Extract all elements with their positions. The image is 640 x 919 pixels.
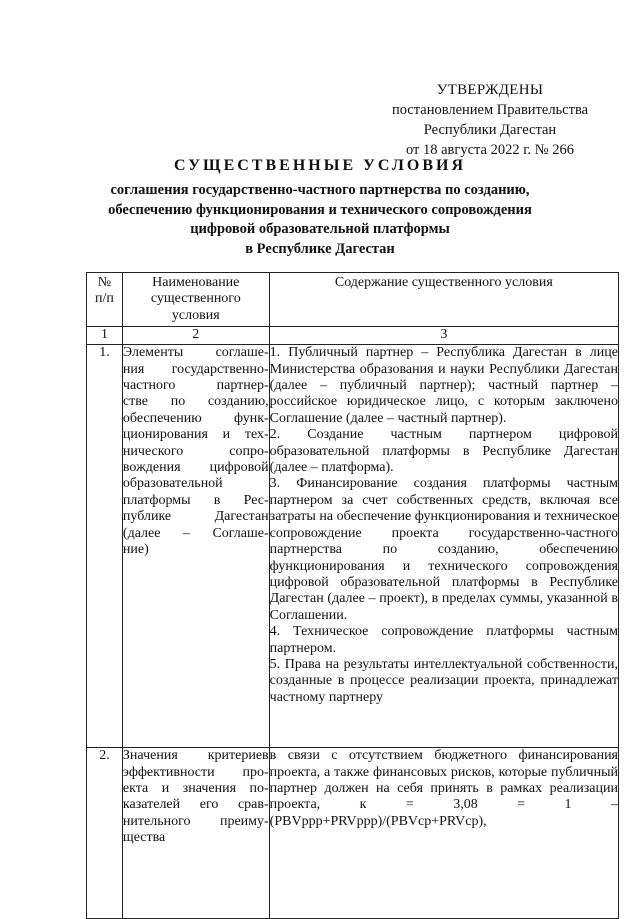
header-number-label: № п/п [95,275,114,307]
table-header-row [87,273,619,327]
column-number: 2 [122,327,269,345]
condition-name: Значения критериев эффективности про- екта и значения по- казателей его срав- нительного преиму- щества [122,748,269,919]
row-number: 2. [87,748,123,919]
row-number: 1. [87,345,123,748]
table-row [87,748,619,919]
header-content-label: Содержание существенного условия [334,275,553,290]
approval-line-1: постановлением Правительства [391,102,589,118]
document-subtitle [40,181,600,259]
content-paragraph: 1. Публичный партнер – Республика Дагестан в лице Министерства образования и науки Республики Дагестан (далее – публичный партнер); частный партнер – российское юридическое лицо, с которым заключено Соглашение (далее – частный партнер). [269,345,618,426]
subtitle-line-4: в Республике Дагестан [245,240,395,257]
document-title: СУЩЕСТВЕННЫЕ УСЛОВИЯ [173,157,467,174]
content-paragraph: 4. Техническое сопровождение платформы частным партнером. [269,624,618,656]
content-paragraph: 2. Создание частным партнером цифровой образовательной платформы в Республике Дагестан (далее – платформа). [269,427,618,476]
header-name-label: Наименование существенного условия [150,275,241,323]
content-paragraph: 5. Права на результаты интеллектуальной собственности, созданные в процессе реализации проекта, принадлежат частному партнеру [269,656,618,705]
column-number: 1 [87,327,123,345]
conditions-table [86,272,619,919]
approval-block [375,80,605,160]
approval-line-2: Республики Дагестан [423,122,557,138]
table-row [87,345,619,748]
content-paragraph: в связи с отсутствием бюджетного финансирования проекта, а также финансовых рисков, которые публичный партнер должен на себя принять в рамках реализации проекта, к = 3,08 = 1 – (PBVppp+PRVppp)/(PBVcp+PRVcp), [269,748,618,829]
column-number-row [87,327,619,345]
subtitle-line-3: цифровой образовательной платформы [190,221,450,237]
condition-content [269,345,618,748]
content-paragraph: 3. Финансирование создания платформы частным партнером за счет собственных средств, включая все затраты на обеспечение функционирования и техническое сопровождение проекта государственно-частного партнерства по созданию, обеспечению функционирования и технического сопровождения цифровой образовательной платформы в Республике Дагестан (далее – проект), в пределах суммы, указанной в Соглашении. [269,476,618,623]
header-content-cell [269,273,618,327]
approval-heading: УТВЕРЖДЕНЫ [436,82,544,98]
header-number-cell [87,273,123,327]
subtitle-line-1: соглашения государственно-частного партнерства по созданию, [110,182,530,198]
condition-content [269,748,618,919]
approval-line-3: от 18 августа 2022 г. № 266 [405,142,575,158]
column-number: 3 [269,327,618,345]
subtitle-line-2: обеспечению функционирования и технического сопровождения [108,201,532,218]
header-name-cell [122,273,269,327]
condition-name: Элементы соглаше- ния государственно- частного партнер- стве по созданию, обеспечению функ- ционирования и тех- нического сопро- вождения цифровой образовательной платформы в Рес- публике Дагестан (далее – Соглаше- ние) [122,345,269,748]
